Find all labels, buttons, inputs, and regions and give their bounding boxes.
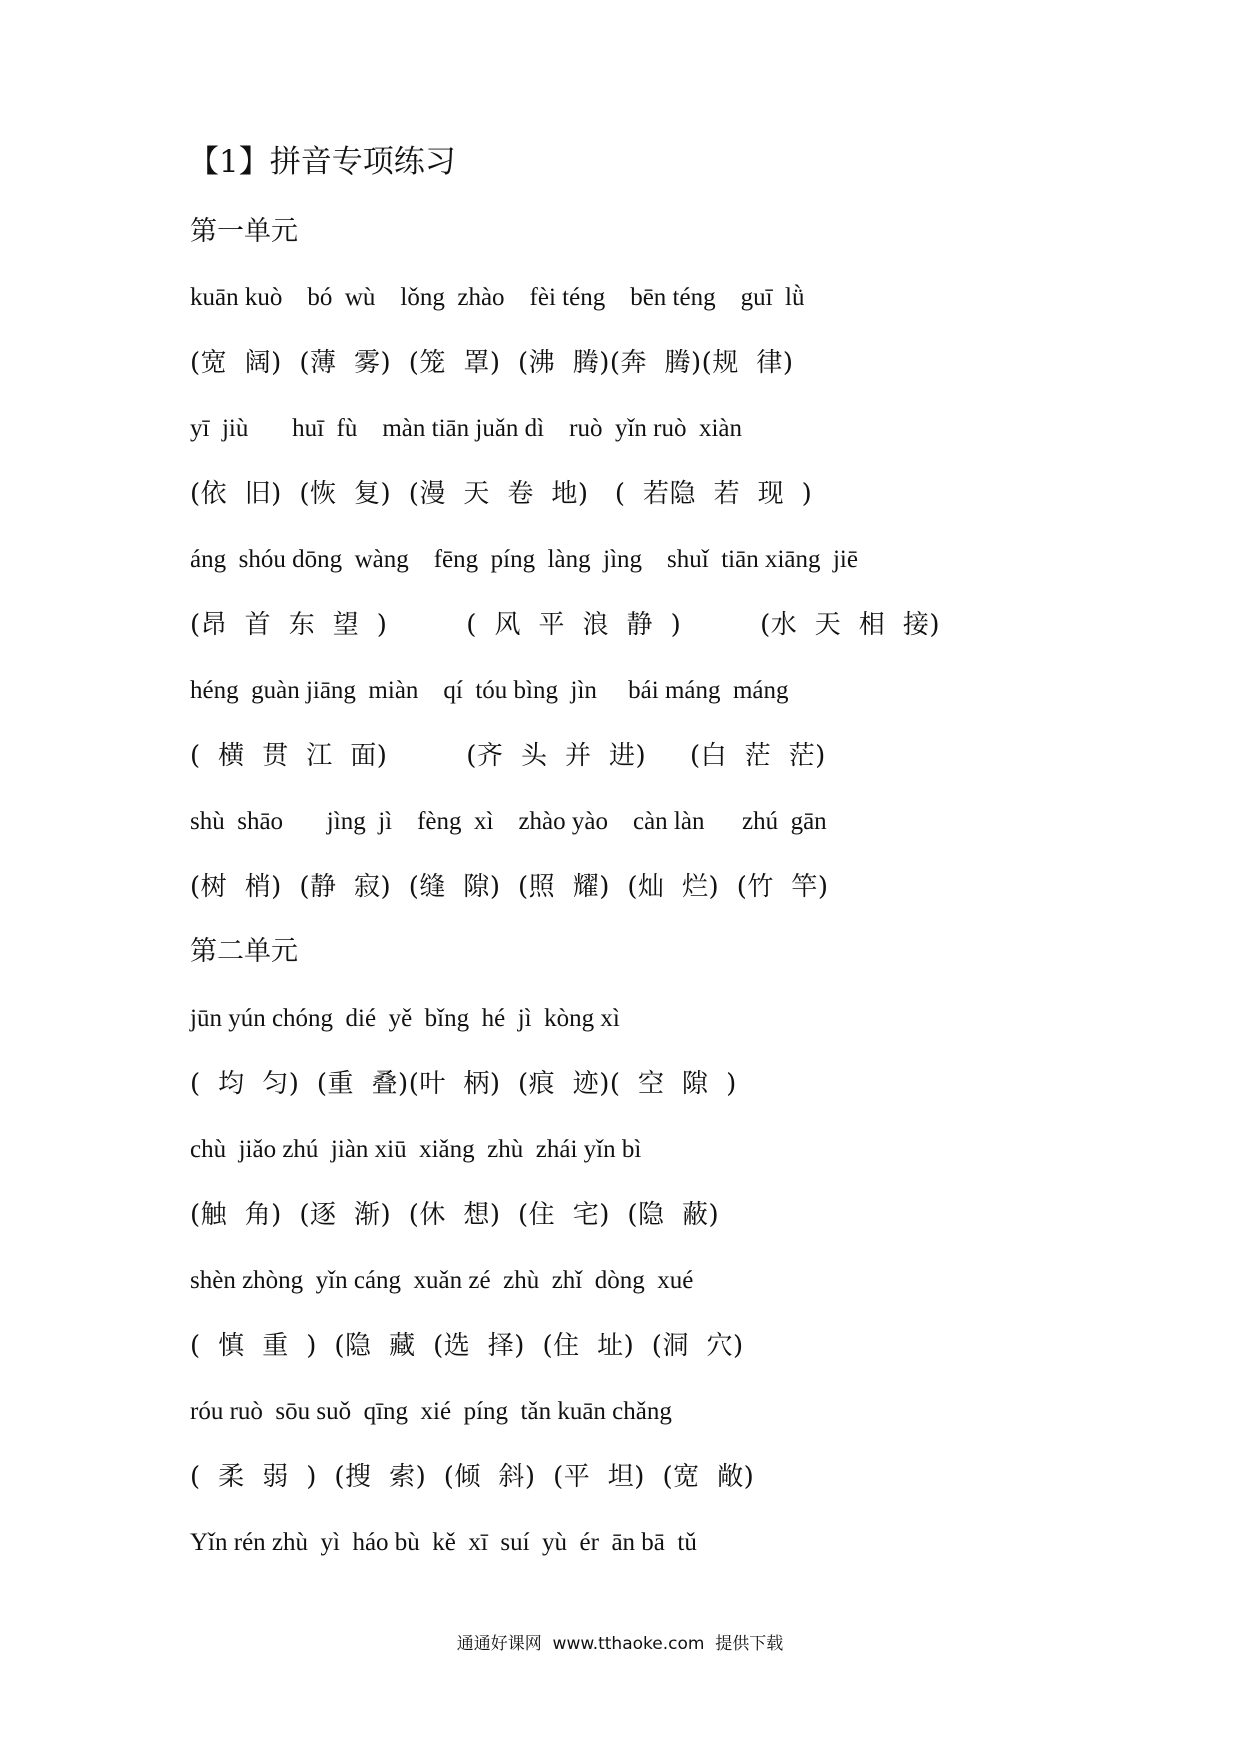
- unit-2-hanzi-line: ( 柔 弱 ) (搜 索) (倾 斜) (平 坦) (宽 敞): [190, 1462, 755, 1492]
- unit-1-pinyin-line: kuān kuò bó wù lǒng zhào fèi téng bēn téng guī lǜ: [190, 284, 805, 311]
- unit-1-hanzi-line: (树 梢) (静 寂) (缝 隙) (照 耀) (灿 烂) (竹 竿): [190, 872, 829, 902]
- unit-2-hanzi-line: (触 角) (逐 渐) (休 想) (住 宅) (隐 蔽): [190, 1200, 720, 1230]
- unit-2-pinyin-line: chù jiǎo zhú jiàn xiū xiǎng zhù zhái yǐn bì: [190, 1136, 642, 1163]
- unit-2-pinyin-line: jūn yún chóng dié yě bǐng hé jì kòng xì: [190, 1005, 620, 1032]
- unit-1-heading: 第一单元: [190, 216, 298, 247]
- page-footer: 通通好课网 www.tthaoke.com 提供下载: [456, 1634, 784, 1654]
- unit-2-pinyin-line: Yǐn rén zhù yì háo bù kě xī suí yù ér ān bā tǔ: [190, 1529, 697, 1556]
- unit-1-hanzi-line: ( 横 贯 江 面) (齐 头 并 进) (白 茫 茫): [190, 741, 826, 771]
- unit-1-pinyin-line: héng guàn jiāng miàn qí tóu bìng jìn bái máng máng: [190, 677, 789, 704]
- unit-2-hanzi-line: ( 均 匀) (重 叠)(叶 柄) (痕 迹)( 空 隙 ): [190, 1069, 737, 1099]
- unit-1-hanzi-line: (依 旧) (恢 复) (漫 天 卷 地) ( 若隐 若 现 ): [190, 479, 813, 509]
- unit-2-pinyin-line: shèn zhòng yǐn cáng xuǎn zé zhù zhǐ dòng xué: [190, 1267, 694, 1294]
- unit-2-hanzi-line: ( 慎 重 ) (隐 藏 (选 择) (住 址) (洞 穴): [190, 1331, 744, 1361]
- page-title: 【1】拼音专项练习: [188, 144, 456, 180]
- unit-1-pinyin-line: yī jiù huī fù màn tiān juǎn dì ruò yǐn ruò xiàn: [190, 415, 743, 442]
- unit-1-pinyin-line: shù shāo jìng jì fèng xì zhào yào càn làn zhú gān: [190, 808, 827, 835]
- unit-2-heading: 第二单元: [190, 936, 298, 967]
- unit-1-hanzi-line: (宽 阔) (薄 雾) (笼 罩) (沸 腾)(奔 腾)(规 律): [190, 348, 794, 378]
- unit-1-pinyin-line: áng shóu dōng wàng fēng píng làng jìng shuǐ tiān xiāng jiē: [190, 546, 858, 573]
- unit-2-pinyin-line: róu ruò sōu suǒ qīng xié píng tǎn kuān chǎng: [190, 1398, 672, 1425]
- unit-1-hanzi-line: (昂 首 东 望 ) ( 风 平 浪 静 ) (水 天 相 接): [190, 610, 940, 640]
